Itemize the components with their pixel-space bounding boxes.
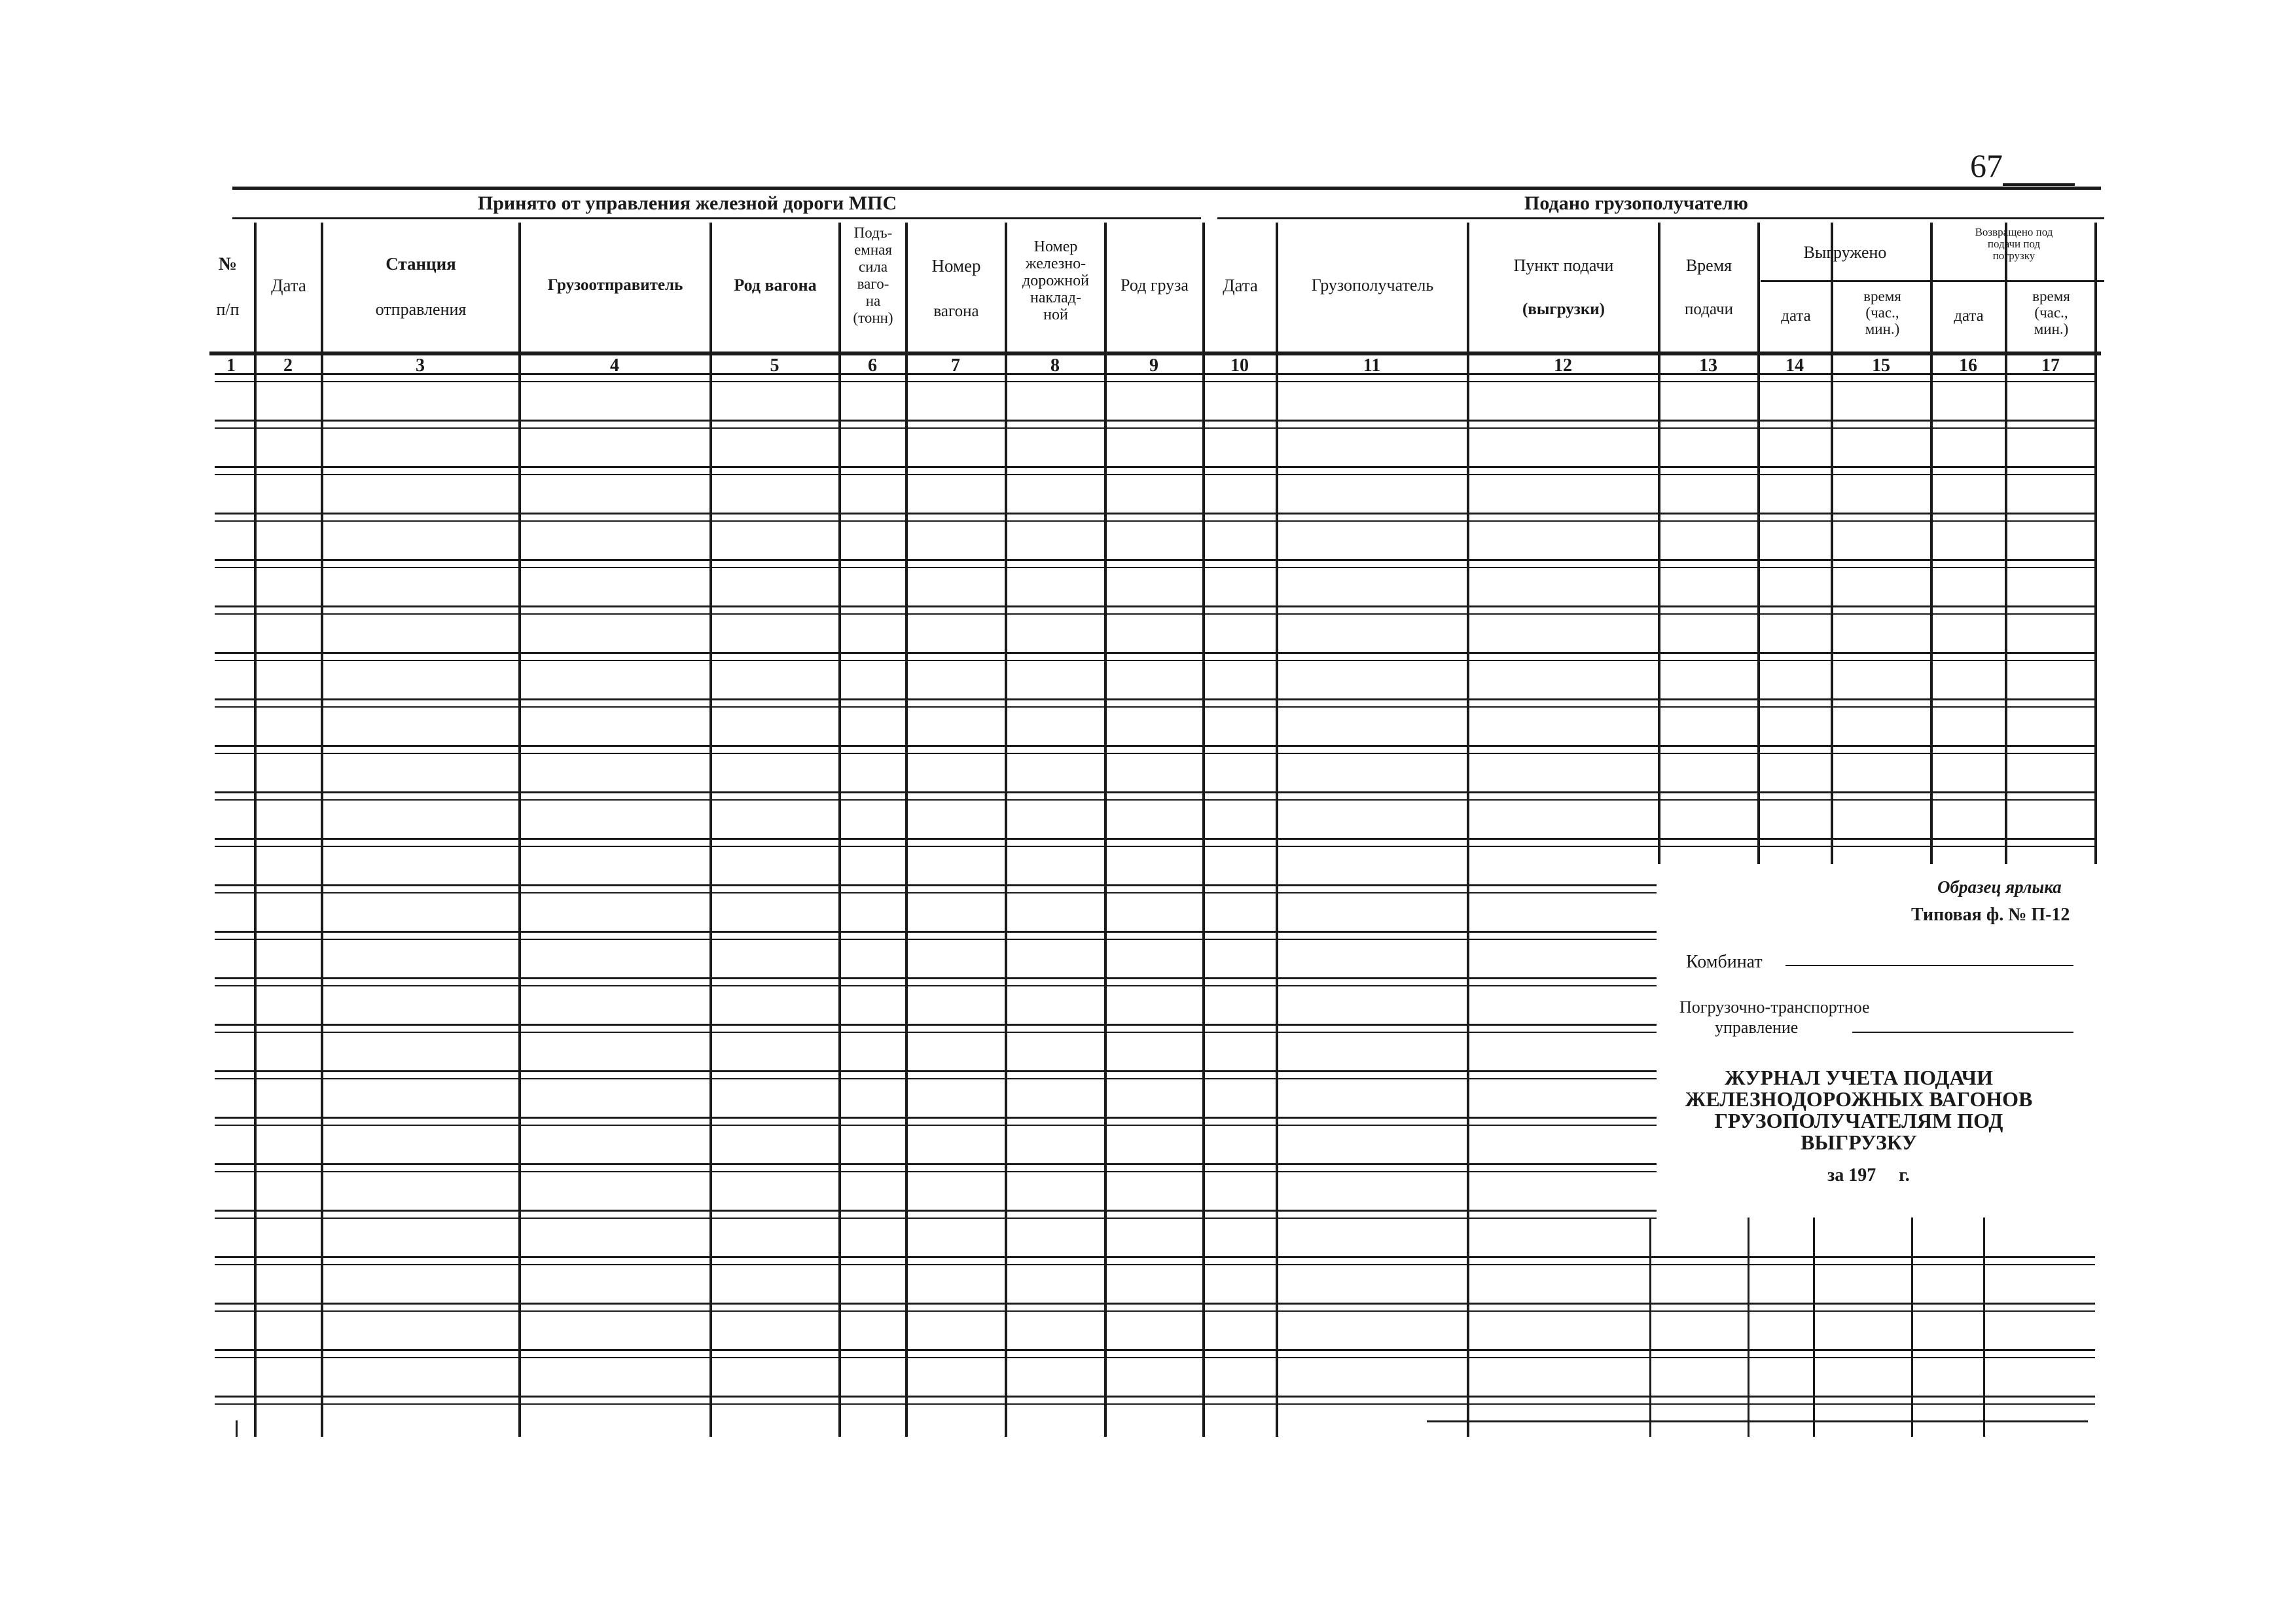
column-number-4: 4 <box>610 355 619 376</box>
grid-line-h <box>1467 753 2095 754</box>
grid-line-h <box>1467 892 1657 893</box>
sub-time-2-line-1: время <box>2032 288 2070 304</box>
column-number-6: 6 <box>868 355 877 376</box>
grid-line-h <box>215 706 1467 708</box>
grid-line-v <box>1276 223 1278 1437</box>
grid-line-h <box>215 1264 1467 1265</box>
col-shipper: Грузоотправитель <box>547 276 683 294</box>
grid-line-h <box>1467 706 2095 708</box>
col-station-bottom: отправления <box>375 300 467 319</box>
grid-line-h <box>1467 1396 2095 1398</box>
grid-line-h <box>215 892 1467 893</box>
grid-line-h <box>1467 381 2095 382</box>
grid-line-h <box>215 466 1467 468</box>
col-wagon-number-bottom: вагона <box>933 302 979 320</box>
label-journal-title <box>1676 1067 2042 1153</box>
column-number-11: 11 <box>1363 355 1381 376</box>
grid-line-h <box>1467 1303 2095 1305</box>
capacity-line-3: сила <box>858 259 888 275</box>
journal-title-line-3: ГРУЗОПОЛУЧАТЕЛЯМ ПОД <box>1714 1109 2003 1132</box>
col-cargo: Род груза <box>1121 276 1189 295</box>
sub-col-time <box>1834 288 1931 337</box>
grid-line-h <box>215 931 1467 933</box>
grid-line-h <box>1467 1349 2095 1351</box>
returned-line-3: погрузку <box>1992 249 2036 262</box>
col-capacity <box>840 225 906 327</box>
grid-line-h <box>215 420 1467 422</box>
grid-line-h <box>1467 513 2095 514</box>
col-waybill <box>1007 238 1105 323</box>
col-number-top: № <box>218 254 238 274</box>
grid-line-h <box>215 559 1467 561</box>
group-header-accepted: Принято от управления железной дороги МПС <box>477 192 897 214</box>
grid-line-h <box>215 381 1467 382</box>
grid-line-v <box>1104 223 1107 1437</box>
col-wagon-type: Род вагона <box>734 276 817 295</box>
grid-line-h <box>215 1349 1467 1351</box>
grid-line-h <box>215 1396 1467 1398</box>
grid-line-v <box>1005 223 1007 1437</box>
col-consignee: Грузополучатель <box>1311 276 1434 295</box>
grid-line-h <box>215 605 1467 607</box>
grid-line-h <box>1467 1070 1657 1072</box>
col-unloaded: Выгружено <box>1803 243 1887 262</box>
grid-line-h <box>215 1403 1467 1405</box>
grid-line-h <box>1467 1310 2095 1312</box>
col-point-top: Пункт подачи <box>1513 256 1614 275</box>
grid-line-h <box>1467 846 2095 847</box>
grid-line-h <box>1467 1125 1657 1126</box>
grid-line-h <box>1427 1420 2088 1422</box>
grid-line-h <box>1467 1210 1657 1212</box>
grid-line-v <box>321 223 323 1437</box>
grid-line-h <box>1467 466 2095 468</box>
capacity-line-4: ваго- <box>857 276 889 292</box>
grid-line-h <box>1467 520 2095 522</box>
grid-line-h <box>215 1163 1467 1165</box>
grid-line-h <box>215 1357 1467 1358</box>
grid-line-h <box>1467 1218 1657 1219</box>
col-time-bottom: подачи <box>1685 300 1733 318</box>
grid-line-h <box>215 652 1467 654</box>
grid-line-h <box>1467 427 2095 429</box>
sub-col-date-2: дата <box>1954 307 1984 325</box>
grid-line-v <box>254 223 257 1437</box>
label-year: за 197 г. <box>1827 1165 1910 1185</box>
column-number-3: 3 <box>416 355 425 376</box>
grid-line-h <box>215 1171 1467 1172</box>
label-kombinat: Комбинат <box>1686 952 1763 972</box>
grid-line-h <box>1467 613 2095 615</box>
grid-line-h <box>1467 474 2095 475</box>
grid-line-h <box>1467 838 2095 840</box>
grid-line-h <box>215 698 1467 700</box>
grid-line-v <box>518 223 521 1437</box>
column-number-9: 9 <box>1149 355 1158 376</box>
grid-line-h <box>1467 1024 1657 1026</box>
grid-line-h <box>1467 567 2095 568</box>
grid-line-h <box>215 613 1467 615</box>
grid-line-h <box>1852 1032 2073 1033</box>
grid-line-h <box>215 1125 1467 1126</box>
col-point-bottom: (выгрузки) <box>1522 300 1605 318</box>
grid-line-h <box>1467 1171 1657 1172</box>
capacity-line-2: емная <box>854 242 892 258</box>
journal-title-line-2: ЖЕЛЕЗНОДОРОЖНЫХ ВАГОНОВ <box>1685 1087 2033 1111</box>
waybill-line-3: дорожной <box>1022 272 1089 289</box>
waybill-line-5: ной <box>1043 306 1068 323</box>
grid-line-h <box>215 1117 1467 1119</box>
returned-line-1: Возвращено под <box>1975 226 2053 238</box>
grid-line-h <box>1217 217 2104 219</box>
returned-line-2: подачи под <box>1987 238 2041 250</box>
column-number-17: 17 <box>2041 355 2060 376</box>
column-number-8: 8 <box>1050 355 1060 376</box>
grid-line-v <box>905 223 908 1437</box>
grid-line-h <box>215 977 1467 979</box>
grid-line-h <box>1467 698 2095 700</box>
grid-line-h <box>215 1078 1467 1079</box>
sub-time-line-2: (час., <box>1865 304 1899 321</box>
col-date-2: Дата <box>1223 276 1258 295</box>
grid-line-h <box>215 1024 1467 1026</box>
grid-line-h <box>1467 660 2095 661</box>
grid-line-h <box>215 791 1467 793</box>
grid-line-h <box>232 217 1201 219</box>
column-number-16: 16 <box>1959 355 1977 376</box>
grid-line-h <box>215 884 1467 886</box>
capacity-line-6: (тонн) <box>853 310 893 326</box>
sub-time-2-line-3: мин.) <box>2034 321 2069 337</box>
grid-line-h <box>2003 183 2075 186</box>
waybill-line-2: железно- <box>1025 255 1086 272</box>
grid-line-h <box>1467 559 2095 561</box>
journal-title-line-4: ВЫГРУЗКУ <box>1801 1130 1917 1154</box>
grid-line-h <box>1467 1117 1657 1119</box>
grid-line-h <box>1467 985 1657 986</box>
sub-col-time-2 <box>2007 288 2096 337</box>
grid-line-h <box>1467 1264 2095 1265</box>
grid-line-h <box>215 753 1467 754</box>
column-number-12: 12 <box>1554 355 1572 376</box>
grid-line-h <box>1467 931 1657 933</box>
sub-time-line-3: мин.) <box>1865 321 1900 337</box>
grid-line-h <box>1467 884 1657 886</box>
grid-line-h <box>215 1032 1467 1033</box>
grid-line-h <box>1467 652 2095 654</box>
grid-line-h <box>215 660 1467 661</box>
grid-line-v <box>838 223 841 1437</box>
capacity-line-5: на <box>865 293 881 309</box>
grid-line-h <box>215 745 1467 747</box>
grid-line-v <box>1658 223 1660 864</box>
grid-line-v <box>709 223 712 1437</box>
grid-line-h <box>1467 791 2095 793</box>
grid-line-h <box>1467 799 2095 801</box>
column-number-13: 13 <box>1699 355 1717 376</box>
label-ptu-line2: управление <box>1715 1018 1799 1037</box>
grid-line-h <box>215 513 1467 514</box>
grid-line-h <box>215 985 1467 986</box>
sub-time-2-line-2: (час., <box>2034 304 2068 321</box>
column-number-2: 2 <box>283 355 293 376</box>
col-date: Дата <box>271 276 306 295</box>
grid-line-h <box>1467 1403 2095 1405</box>
grid-line-v <box>1202 223 1205 1437</box>
col-number-bottom: п/п <box>216 300 240 319</box>
column-number-14: 14 <box>1785 355 1804 376</box>
grid-line-v <box>1467 223 1469 1437</box>
grid-line-h <box>215 846 1467 847</box>
grid-line-h <box>215 838 1467 840</box>
grid-line-h <box>1467 1032 1657 1033</box>
column-number-7: 7 <box>951 355 960 376</box>
grid-line-h <box>1467 1256 2095 1258</box>
col-returned <box>1932 226 2096 262</box>
waybill-line-1: Номер <box>1033 238 1078 255</box>
col-time-top: Время <box>1685 256 1732 275</box>
grid-line-h <box>215 939 1467 940</box>
grid-line-h <box>215 567 1467 568</box>
col-wagon-number-top: Номер <box>931 256 981 276</box>
grid-line-h <box>1467 977 1657 979</box>
grid-line-h <box>215 1218 1467 1219</box>
grid-line-h <box>1467 1163 1657 1165</box>
journal-title-line-1: ЖУРНАЛ УЧЕТА ПОДАЧИ <box>1724 1066 1994 1089</box>
grid-line-h <box>1467 605 2095 607</box>
grid-line-v <box>236 1420 238 1437</box>
grid-line-h <box>1467 1357 2095 1358</box>
grid-line-h <box>215 1310 1467 1312</box>
grid-line-h <box>215 474 1467 475</box>
grid-line-h <box>1467 745 2095 747</box>
grid-line-h <box>232 187 2101 190</box>
grid-line-h <box>215 520 1467 522</box>
grid-line-h <box>1785 965 2073 966</box>
grid-line-h <box>215 1256 1467 1258</box>
group-header-delivered: Подано грузополучателю <box>1524 192 1748 214</box>
page-number: 67 <box>1970 147 2003 184</box>
grid-line-h <box>215 427 1467 429</box>
column-number-5: 5 <box>770 355 780 376</box>
label-sample: Образец ярлыка <box>1937 877 2062 897</box>
grid-line-h <box>215 1210 1467 1212</box>
label-ptu-line1: Погрузочно-транспортное <box>1679 998 1870 1017</box>
label-form: Типовая ф. № П-12 <box>1911 905 2070 925</box>
grid-line-h <box>215 1303 1467 1305</box>
capacity-line-1: Подъ- <box>853 225 893 241</box>
col-station-top: Станция <box>386 254 456 274</box>
grid-line-h <box>215 799 1467 801</box>
grid-line-h <box>215 1070 1467 1072</box>
sub-time-line-1: время <box>1863 288 1901 304</box>
grid-line-h <box>1467 939 1657 940</box>
column-number-15: 15 <box>1872 355 1890 376</box>
waybill-line-4: наклад- <box>1030 289 1081 306</box>
grid-line-h <box>1467 420 2095 422</box>
grid-line-h <box>1467 1078 1657 1079</box>
column-number-10: 10 <box>1230 355 1249 376</box>
sub-col-date: дата <box>1781 307 1811 325</box>
column-number-1: 1 <box>226 355 236 376</box>
